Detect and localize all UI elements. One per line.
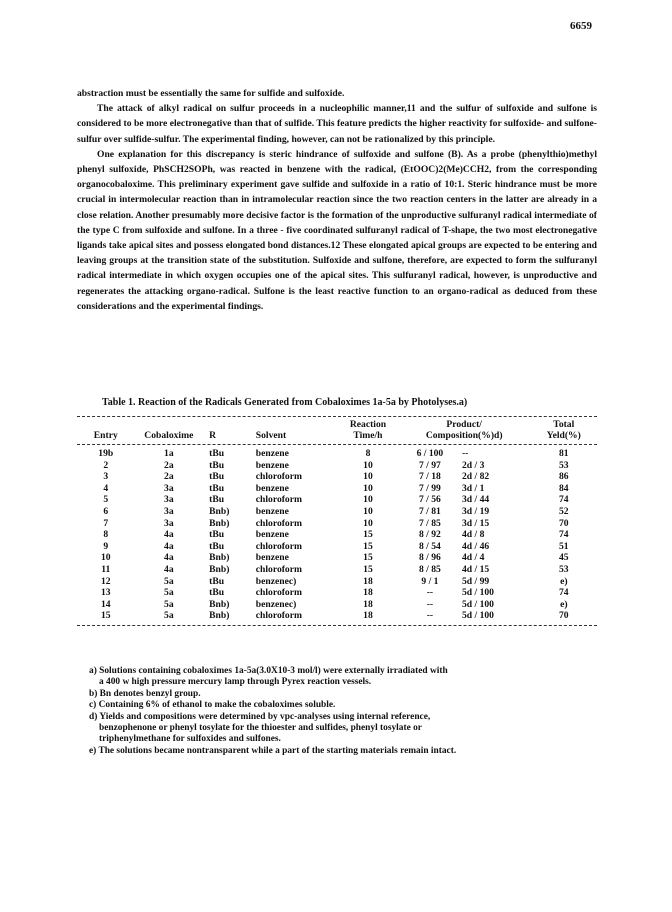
cell-total-yield: 53: [558, 563, 569, 575]
cell-product-secondary: --: [461, 448, 469, 459]
cell-product-secondary: 2d / 3: [461, 459, 485, 471]
cell-total-yield: 74: [558, 587, 569, 599]
cell-cobaloxime: 2a: [164, 459, 174, 471]
footnote-b: b) Bn denotes benzyl group.: [89, 688, 201, 699]
table-row: [77, 587, 597, 599]
cell-entry: 15: [100, 610, 111, 622]
header-reaction-time: [338, 417, 398, 442]
header-product: [398, 417, 531, 442]
cell-total-yield: 51: [558, 540, 569, 552]
cell-product-primary: 7 / 81: [418, 505, 441, 517]
footnote-a-line2: a 400 w high pressure mercury lamp through Pyrex reaction vessels.: [99, 677, 372, 688]
cell-cobaloxime: 3a: [164, 505, 174, 517]
cell-product-secondary: 4d / 4: [461, 552, 485, 564]
cell-product-primary: 8 / 96: [418, 552, 441, 564]
table-row: [77, 564, 597, 576]
cell-product-primary: 8 / 54: [418, 540, 441, 552]
header-total-yield-line1: Total: [553, 419, 575, 430]
cell-entry: 6: [103, 505, 109, 517]
cell-entry: 9: [103, 540, 109, 552]
cell-cobaloxime: 3a: [164, 517, 174, 529]
cell-r: tBu: [209, 575, 225, 587]
cell-entry: 8: [103, 529, 109, 541]
cell-product-secondary: 3d / 44: [461, 494, 490, 506]
paragraph-1: abstraction must be essentially the same for sulfide and sulfoxide.: [77, 88, 345, 99]
cell-entry: 12: [100, 575, 111, 587]
table-row: [77, 599, 597, 611]
cell-reaction-time: 15: [363, 540, 373, 552]
cell-r: tBu: [209, 448, 225, 459]
cell-solvent: benzene: [255, 448, 289, 459]
cell-cobaloxime: 5a: [164, 587, 174, 599]
cell-r: tBu: [209, 529, 225, 541]
table-row: [77, 576, 597, 588]
cell-entry: 10: [100, 552, 111, 564]
cell-cobaloxime: 5a: [164, 610, 174, 622]
header-reaction-time-line1: Reaction: [349, 419, 387, 430]
cell-product-primary: 7 / 56: [418, 494, 441, 506]
cell-product-primary: 8 / 92: [418, 529, 441, 541]
cell-cobaloxime: 3a: [164, 494, 174, 506]
table-row: [77, 541, 597, 553]
footnote-d-line3: triphenylmethane for sulfoxides and sulfones.: [99, 734, 281, 745]
table-header-row: [77, 417, 597, 442]
paragraph-3: One explanation for this discrepancy is steric hindrance of sulfoxide and sulfone (B). As a probe (phenylthio)methyl phenyl sulfoxide, PhSCH2SOPh, was reacted in benzene with the radical, (EtOOC)2(Me)CCH2, from the corresponding organocobaloxime. This preliminary experiment gave sulfide and sulfoxide in a ratio of 10:1. Steric hindrance must be more crucial in intermolecular reaction than in intramolecular reaction since the two reaction centers in the latter are already in a close relation. Another presumably more decisive factor is the formation of the unproductive sulfuranyl radical intermediate of the type C from sulfoxide and sulfone. In a three - five coordinated sulfuranyl radical of T-shape, the two most electronegative ligands take apical sites and possess elongated bond distances.12 These elongated apical groups are expected to be entering and leaving groups at the transition state of the substitution. Sulfoxide and sulfone, therefore, are expected to form the sulfuranyl radical intermediate in which oxygen occupies one of the apical sites. This sulfuranyl radical, however, is unproductive and regenerates the attacking organo-radical. Sulfone is the least reactive function to an organo-radical as deduced from these considerations and the experimental findings.: [77, 148, 597, 312]
cell-reaction-time: 15: [363, 552, 373, 564]
cell-total-yield: 70: [558, 517, 569, 529]
cell-r: Bnb): [209, 610, 230, 622]
cell-cobaloxime: 2a: [164, 471, 174, 483]
cell-product-primary: 9 / 1: [421, 575, 439, 587]
footnote-d-line2: benzophenone or phenyl tosylate for the thioester and sulfides, phenyl tosylate or: [99, 723, 422, 734]
footnote-c: c) Containing 6% of ethanol to make the cobaloximes soluble.: [89, 700, 336, 711]
cell-entry: 14: [100, 598, 111, 610]
body-text: [77, 86, 597, 314]
table-body: [77, 448, 597, 622]
cell-solvent: chloroform: [255, 494, 302, 506]
footnote-a-line1: a) Solutions containing cobaloximes 1a-5a(3.0X10-3 mol/l) were externally irradiated with: [89, 666, 448, 676]
cell-r: tBu: [209, 471, 225, 483]
cell-total-yield: 45: [558, 552, 569, 564]
cell-product-secondary: 3d / 1: [461, 482, 485, 494]
table-bottom-rule: [77, 625, 597, 626]
cell-reaction-time: 8: [365, 448, 371, 459]
cell-total-yield: 53: [558, 459, 569, 471]
cell-solvent: chloroform: [255, 540, 302, 552]
cell-solvent: chloroform: [255, 563, 302, 575]
table-footnotes: [89, 666, 589, 757]
cell-solvent: chloroform: [255, 517, 302, 529]
cell-product-primary: 6 / 100: [416, 448, 444, 459]
cell-entry: 19b: [98, 448, 114, 459]
cell-reaction-time: 10: [363, 482, 373, 494]
header-product-line1: Product/: [446, 419, 482, 430]
cell-total-yield: 81: [558, 448, 569, 459]
cell-reaction-time: 18: [363, 598, 373, 610]
cell-solvent: benzene: [255, 482, 289, 494]
cell-product-primary: 7 / 97: [418, 459, 441, 471]
cell-product-primary: --: [426, 598, 434, 610]
results-table: [77, 417, 597, 622]
table-row: [77, 494, 597, 506]
cell-r: tBu: [209, 494, 225, 506]
table-caption: Table 1. Reaction of the Radicals Generated from Cobaloximes 1a-5a by Photolyses.a): [102, 397, 468, 408]
header-solvent: Solvent: [255, 430, 287, 441]
cell-total-yield: 84: [558, 482, 569, 494]
cell-reaction-time: 10: [363, 517, 373, 529]
cell-r: Bnb): [209, 505, 230, 517]
header-product-line2: Composition(%)d): [425, 430, 503, 441]
cell-product-secondary: 5d / 100: [461, 587, 494, 599]
header-entry: Entry: [93, 430, 118, 441]
cell-r: Bnb): [209, 517, 230, 529]
cell-solvent: benzene: [255, 529, 289, 541]
cell-solvent: benzene: [255, 552, 289, 564]
table-row: [77, 460, 597, 472]
footnote-d-line1: d) Yields and compositions were determined by vpc-analyses using internal reference,: [89, 711, 431, 722]
cell-reaction-time: 15: [363, 563, 373, 575]
cell-r: tBu: [209, 540, 225, 552]
cell-entry: 2: [103, 459, 109, 471]
cell-total-yield: e): [560, 598, 568, 610]
footnote-e: e) The solutions became nontransparent while a part of the starting materials remain intact.: [89, 745, 457, 756]
header-r: R: [209, 430, 217, 441]
cell-solvent: benzenec): [255, 575, 297, 587]
table-row: [77, 529, 597, 541]
cell-product-secondary: 3d / 19: [461, 505, 490, 517]
cell-entry: 7: [103, 517, 109, 529]
cell-product-secondary: 5d / 100: [461, 598, 494, 610]
cell-total-yield: 70: [558, 610, 569, 622]
cell-cobaloxime: 5a: [164, 575, 174, 587]
table-1: [77, 416, 597, 626]
cell-r: Bnb): [209, 563, 230, 575]
page-number: 6659: [570, 20, 592, 32]
cell-solvent: benzenec): [255, 598, 297, 610]
cell-product-primary: 8 / 85: [418, 563, 441, 575]
cell-reaction-time: 18: [363, 575, 373, 587]
cell-solvent: chloroform: [255, 587, 302, 599]
cell-product-primary: --: [426, 587, 434, 599]
paragraph-2: The attack of alkyl radical on sulfur proceeds in a nucleophilic manner,11 and the sulfur of sulfoxide and sulfone is considered to be more electronegative than that of sulfide. This feature predicts the higher reactivity for sulfoxide- and sulfone-sulfur over sulfide-sulfur. The experimental finding, however, can not be rationalized by this principle.: [77, 103, 597, 145]
cell-entry: 5: [103, 494, 109, 506]
cell-solvent: chloroform: [255, 610, 302, 622]
cell-entry: 13: [100, 587, 111, 599]
cell-product-primary: 7 / 18: [418, 471, 441, 483]
cell-reaction-time: 18: [363, 587, 373, 599]
header-reaction-time-line2: Time/h: [353, 430, 383, 441]
cell-solvent: benzene: [255, 459, 289, 471]
cell-product-secondary: 5d / 99: [461, 575, 490, 587]
cell-product-secondary: 4d / 46: [461, 540, 490, 552]
cell-product-primary: 7 / 85: [418, 517, 441, 529]
cell-product-secondary: 4d / 15: [461, 563, 490, 575]
cell-cobaloxime: 4a: [164, 540, 174, 552]
cell-total-yield: e): [560, 575, 568, 587]
cell-solvent: benzene: [255, 505, 289, 517]
cell-reaction-time: 10: [363, 471, 373, 483]
cell-cobaloxime: 4a: [164, 552, 174, 564]
cell-product-primary: --: [426, 610, 434, 622]
cell-r: tBu: [209, 482, 225, 494]
cell-entry: 3: [103, 471, 109, 483]
cell-reaction-time: 10: [363, 459, 373, 471]
cell-total-yield: 52: [558, 505, 569, 517]
cell-r: Bnb): [209, 552, 230, 564]
table-row: [77, 506, 597, 518]
cell-reaction-time: 18: [363, 610, 373, 622]
cell-reaction-time: 15: [363, 529, 373, 541]
cell-solvent: chloroform: [255, 471, 302, 483]
table-row: [77, 552, 597, 564]
header-cobaloxime: Cobaloxime: [144, 430, 194, 441]
table-row: [77, 483, 597, 495]
table-row: [77, 471, 597, 483]
cell-product-primary: 7 / 99: [418, 482, 441, 494]
cell-cobaloxime: 4a: [164, 563, 174, 575]
cell-reaction-time: 10: [363, 494, 373, 506]
cell-cobaloxime: 1a: [164, 448, 174, 459]
cell-total-yield: 74: [558, 529, 569, 541]
cell-reaction-time: 10: [363, 505, 373, 517]
table-row: [77, 518, 597, 530]
header-total-yield: [531, 417, 597, 442]
cell-total-yield: 86: [558, 471, 569, 483]
cell-product-secondary: 2d / 82: [461, 471, 490, 483]
cell-r: tBu: [209, 587, 225, 599]
cell-r: Bnb): [209, 598, 230, 610]
cell-r: tBu: [209, 459, 225, 471]
table-row: [77, 610, 597, 622]
cell-product-secondary: 3d / 15: [461, 517, 490, 529]
cell-cobaloxime: 5a: [164, 598, 174, 610]
header-total-yield-line2: Yeld(%): [546, 430, 581, 441]
cell-entry: 11: [101, 563, 111, 575]
cell-total-yield: 74: [558, 494, 569, 506]
table-header-rule: [77, 444, 597, 445]
cell-product-secondary: 5d / 100: [461, 610, 494, 622]
cell-cobaloxime: 4a: [164, 529, 174, 541]
cell-cobaloxime: 3a: [164, 482, 174, 494]
cell-entry: 4: [103, 482, 109, 494]
table-row: [77, 448, 597, 460]
cell-product-secondary: 4d / 8: [461, 529, 485, 541]
